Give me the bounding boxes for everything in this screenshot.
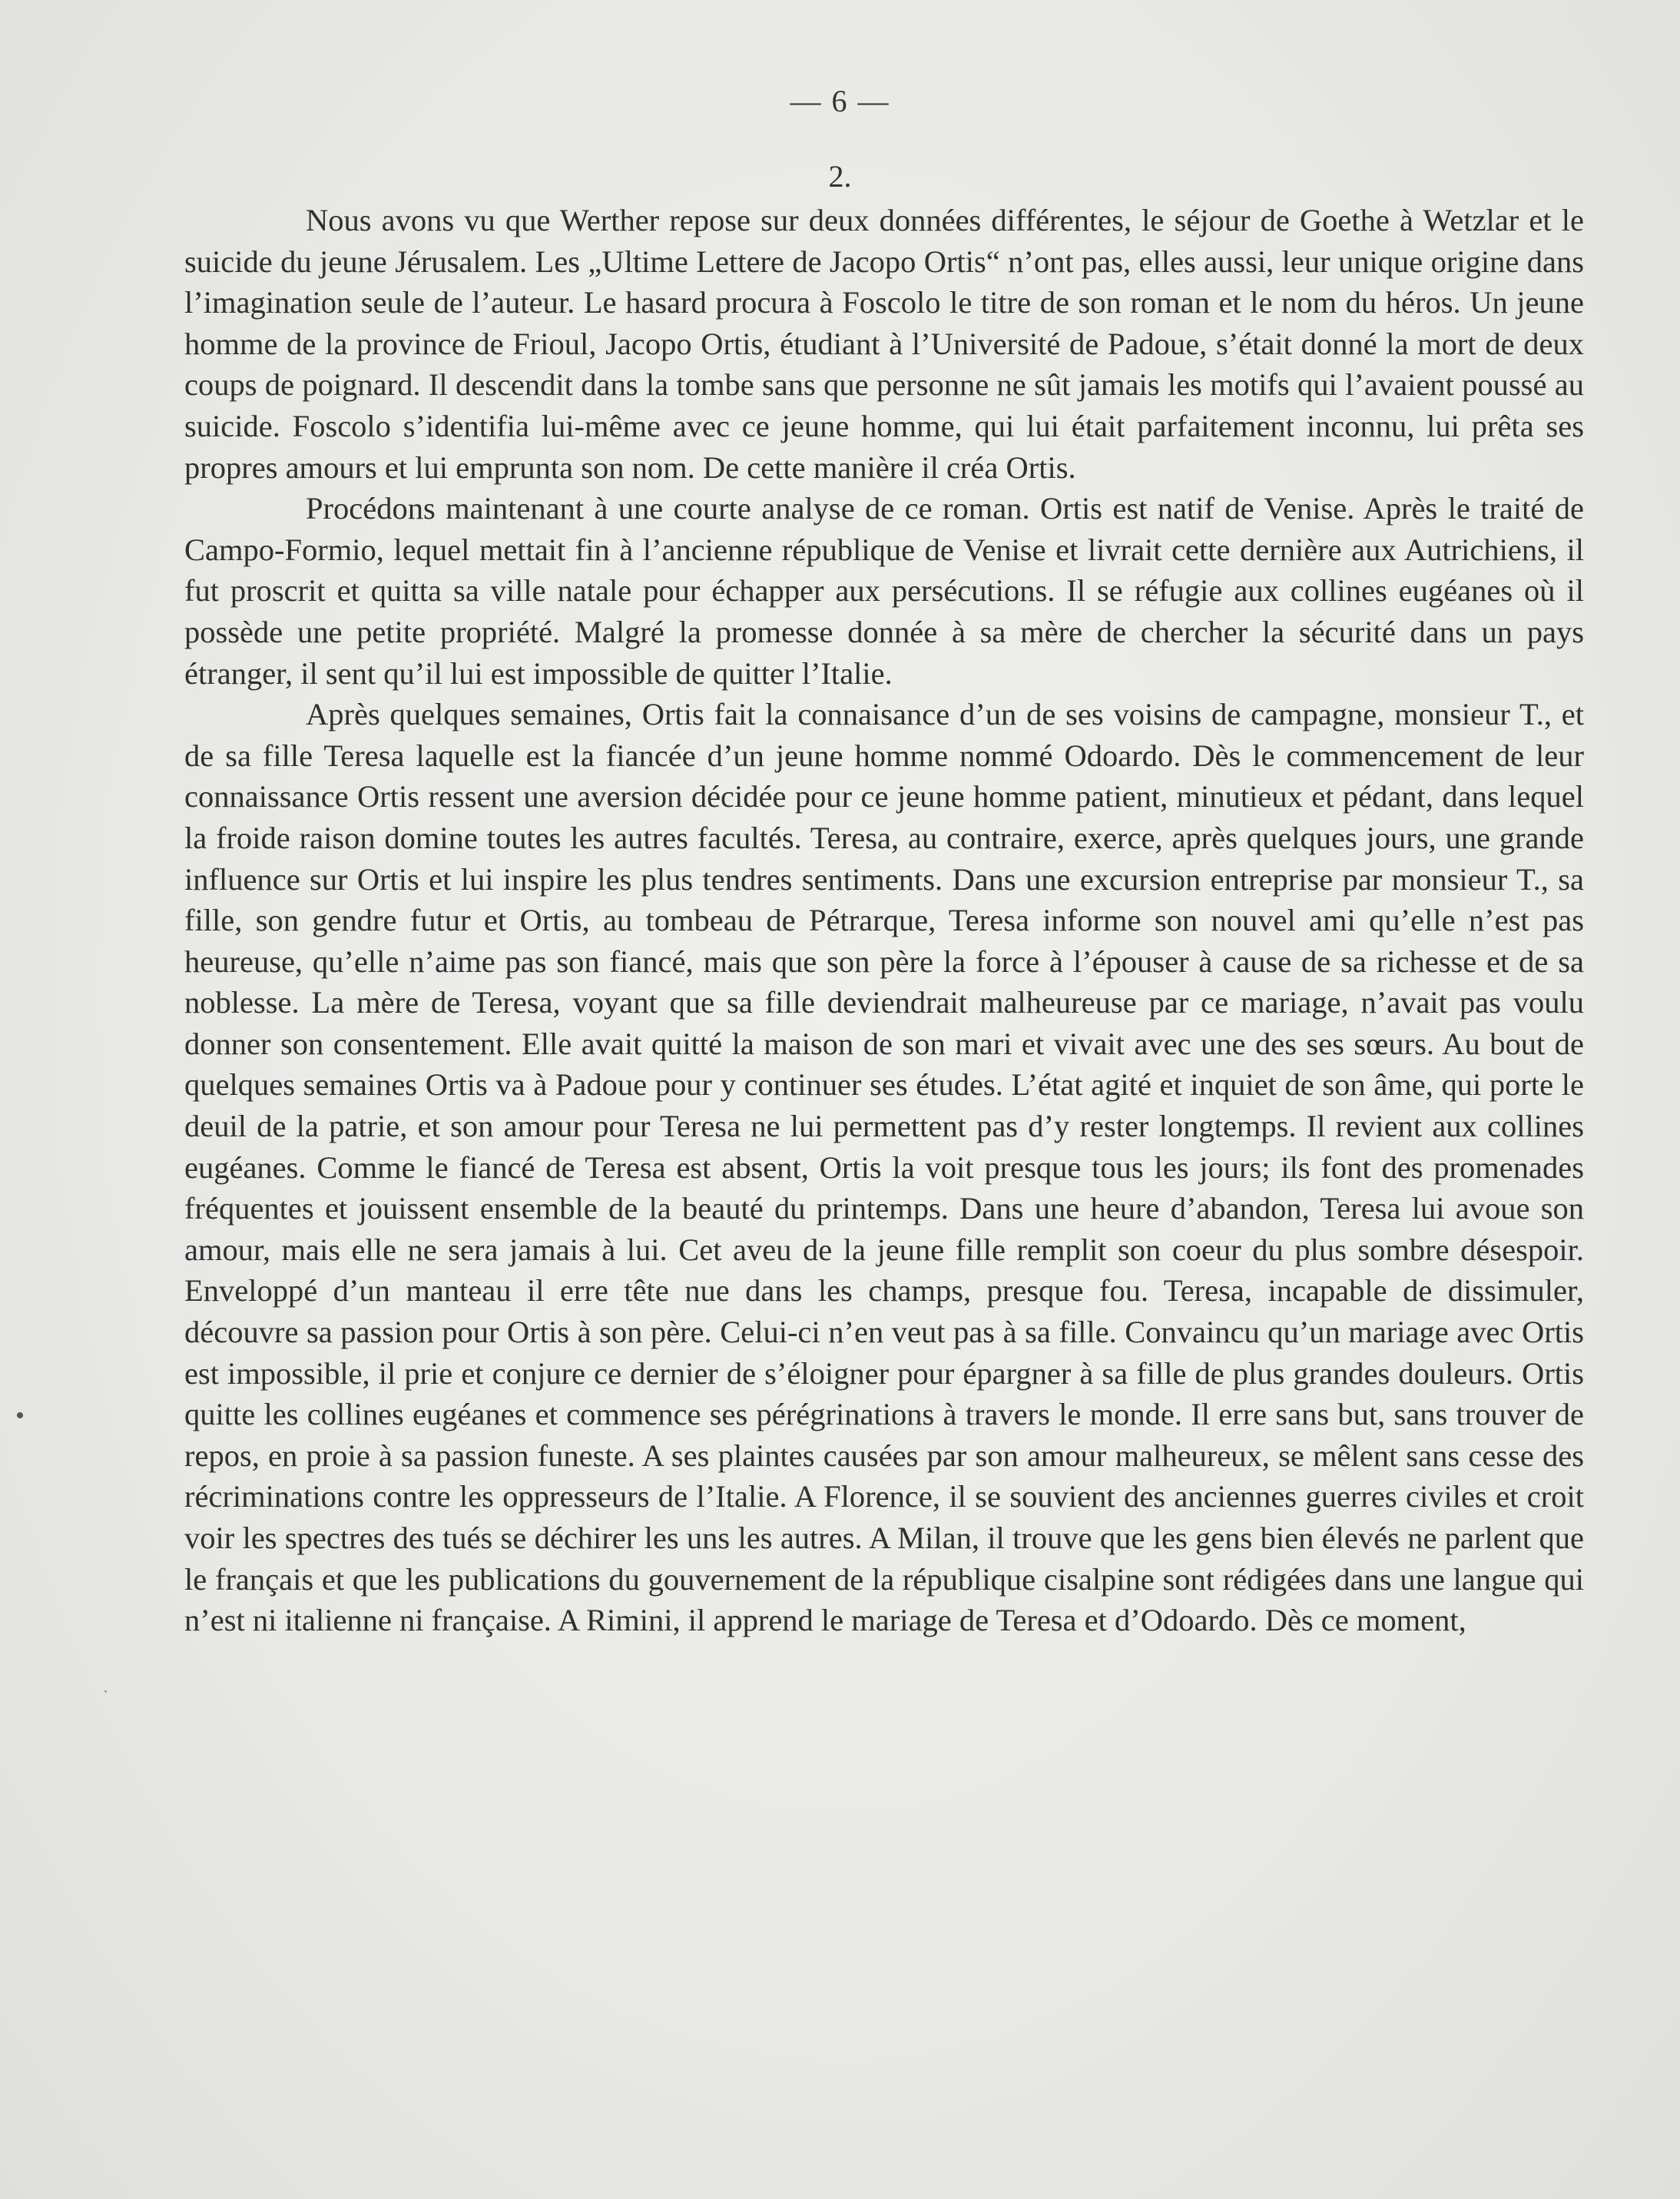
page-number: — 6 — bbox=[790, 84, 890, 118]
scan-speck bbox=[104, 1690, 107, 1693]
paragraph: Procédons maintenant à une courte analyse de ce roman. Ortis est natif de Venise. Après le traité de Campo-Formio, lequel mettait fin à l’ancienne république de Venise et livrait cette dernière aux Autrichiens, il fut proscrit et quitta sa ville natale pour échapper aux persécutions. Il se réfugie aux collines eugéanes où il possède une petite propriété. Malgré la promesse donnée à sa mère de chercher la sécurité dans un pays étranger, il sent qu’il lui est impossible de quitter l’Italie. bbox=[184, 491, 1584, 691]
paragraph: Nous avons vu que Werther repose sur deux données différentes, le séjour de Goethe à Wetzlar et le suicide du jeune Jérusalem. Les „Ultime Lettere de Jacopo Ortis“ n’ont pas, elles aussi, leur unique origine dans l’imagination seule de l’auteur. Le hasard procura à Foscolo le titre de son roman et le nom du héros. Un jeune homme de la province de Frioul, Jacopo Ortis, étudiant à l’Université de Padoue, s’était donné la mort de deux coups de poignard. Il descendit dans la tombe sans que personne ne sût jamais les motifs qui l’avaient poussé au suicide. Foscolo s’identifia lui-même avec ce jeune homme, qui lui était parfaitement inconnu, lui prêta ses propres amours et lui emprunta son nom. De cette manière il créa Ortis. bbox=[184, 203, 1584, 485]
section-number: 2. bbox=[828, 159, 852, 194]
body-text bbox=[184, 200, 1584, 1641]
paragraph: Après quelques semaines, Ortis fait la connaisance d’un de ses voisins de campagne, monsieur T., et de sa fille Teresa laquelle est la fiancée d’un jeune homme nommé Odoardo. Dès le commencement de leur connaissance Ortis ressent une aversion décidée pour ce jeune homme patient, minutieux et pédant, dans lequel la froide raison domine toutes les autres facultés. Teresa, au contraire, exerce, après quelques jours, une grande influence sur Ortis et lui inspire les plus tendres sentiments. Dans une excursion entreprise par monsieur T., sa fille, son gendre futur et Ortis, au tombeau de Pétrarque, Teresa informe son nouvel ami qu’elle n’est pas heureuse, qu’elle n’aime pas son fiancé, mais que son père la force à l’épouser à cause de sa richesse et de sa noblesse. La mère de Teresa, voyant que sa fille deviendrait malheureuse par ce mariage, n’avait pas voulu donner son consentement. Elle avait quitté la maison de son mari et vivait avec une des ses sœurs. Au bout de quelques semaines Ortis va à Padoue pour y continuer ses études. L’état agité et inquiet de son âme, qui porte le deuil de la patrie, et son amour pour Teresa ne lui permettent pas d’y rester longtemps. Il revient aux collines eugéanes. Comme le fiancé de Teresa est absent, Ortis la voit presque tous les jours; ils font des promenades fréquentes et jouissent ensemble de la beauté du printemps. Dans une heure d’abandon, Teresa lui avoue son amour, mais elle ne sera jamais à lui. Cet aveu de la jeune fille remplit son coeur du plus sombre désespoir. Enveloppé d’un manteau il erre tête nue dans les champs, presque fou. Teresa, incapable de dissimuler, découvre sa passion pour Ortis à son père. Celui-ci n’en veut pas à sa fille. Convaincu qu’un mariage avec Ortis est impossible, il prie et conjure ce dernier de s’éloigner pour épargner à sa fille de plus grandes douleurs. Ortis quitte les collines eugéanes et commence ses pérégrinations à travers le monde. Il erre sans but, sans trouver de repos, en proie à sa passion funeste. A ses plaintes causées par son amour malheureux, se mêlent sans cesse des récriminations contre les oppresseurs de l’Italie. A Florence, il se souvient des anciennes guerres civiles et croit voir les spectres des tués se déchirer les uns les autres. A Milan, il trouve que les gens bien élevés ne parlent que le français et que les publications du gouvernement de la république cisalpine sont rédigées dans une langue qui n’est ni italienne ni française. A Rimini, il apprend le mariage de Teresa et d’Odoardo. Dès ce moment, bbox=[184, 697, 1584, 1638]
scan-speck bbox=[17, 1412, 23, 1418]
